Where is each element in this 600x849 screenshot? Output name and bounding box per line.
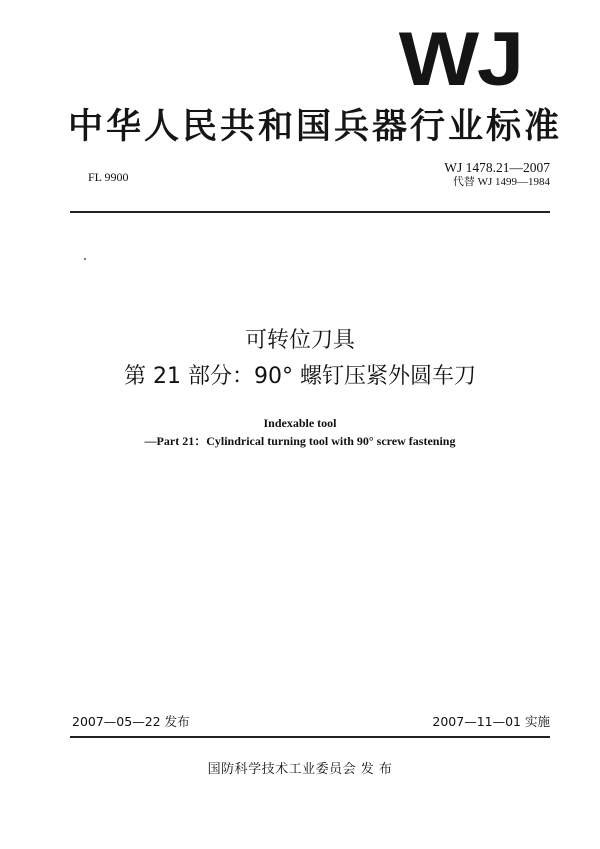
implementation-date: 2007—11—01 实施 — [432, 714, 550, 729]
publisher: 国防科学技术工业委员会 发 布 — [207, 762, 393, 777]
replaces-standard: 代替 WJ 1499—1984 — [452, 176, 550, 188]
header-divider — [70, 211, 550, 213]
scan-speck — [84, 258, 86, 260]
standard-number: WJ 1478.21—2007 — [444, 160, 550, 175]
title-en-main: Indexable tool — [263, 416, 337, 430]
industry-standard-title: 中华人民共和国兵器行业标准 — [68, 107, 563, 147]
issue-date: 2007—05—22 发布 — [72, 714, 190, 729]
footer-divider — [70, 736, 550, 738]
classification-code: FL 9900 — [88, 170, 129, 184]
wj-logo: WJ — [398, 17, 522, 102]
title-zh-part: 第 21 部分：90° 螺钉压紧外圆车刀 — [124, 364, 476, 389]
title-en-part: —Part 21：Cylindrical turning tool with 90° screw fastening — [144, 434, 456, 448]
title-zh-main: 可转位刀具 — [244, 328, 355, 353]
